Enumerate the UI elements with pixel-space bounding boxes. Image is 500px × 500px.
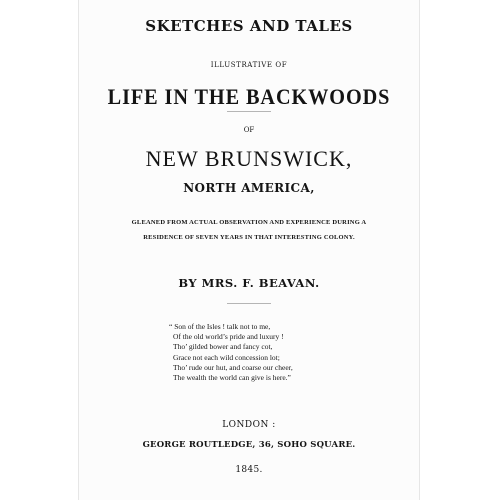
epigraph-line: Tho’ gilded bower and fancy cot, bbox=[173, 342, 273, 352]
author-line: BY MRS. F. BEAVAN. bbox=[178, 276, 320, 290]
epigraph-line: “ Son of the Isles ! talk not to me, bbox=[169, 322, 271, 331]
region-subtitle: NORTH AMERICA, bbox=[183, 181, 315, 195]
gleaned-line: RESIDENCE OF SEVEN YEARS IN THAT INTERESTING COLONY. bbox=[143, 234, 355, 241]
title-divider bbox=[227, 111, 271, 112]
illustrative-of-line: ILLUSTRATIVE OF bbox=[210, 61, 288, 69]
imprint-year: 1845. bbox=[235, 465, 263, 475]
place-title: NEW BRUNSWICK, bbox=[145, 146, 353, 171]
of-line: OF bbox=[243, 126, 255, 134]
epigraph bbox=[169, 322, 419, 383]
imprint-publisher: GEORGE ROUTLEDGE, 36, SOHO SQUARE. bbox=[142, 440, 356, 450]
imprint-city: LONDON : bbox=[222, 420, 276, 430]
epigraph-line: The wealth the world can give is here.” bbox=[173, 373, 291, 383]
main-title: LIFE IN THE BACKWOODS bbox=[107, 84, 391, 109]
gleaned-description bbox=[79, 215, 419, 245]
series-title: SKETCHES AND TALES bbox=[145, 17, 353, 35]
gleaned-line: GLEANED FROM ACTUAL OBSERVATION AND EXPERIENCE DURING A bbox=[131, 219, 367, 226]
epigraph-line: Of the old world’s pride and luxury ! bbox=[173, 332, 284, 342]
title-page bbox=[78, 0, 420, 500]
author-divider bbox=[227, 303, 271, 304]
epigraph-line: Tho’ rude our hut, and coarse our cheer, bbox=[173, 362, 293, 372]
epigraph-line: Grace not each wild concession lot; bbox=[173, 352, 280, 362]
